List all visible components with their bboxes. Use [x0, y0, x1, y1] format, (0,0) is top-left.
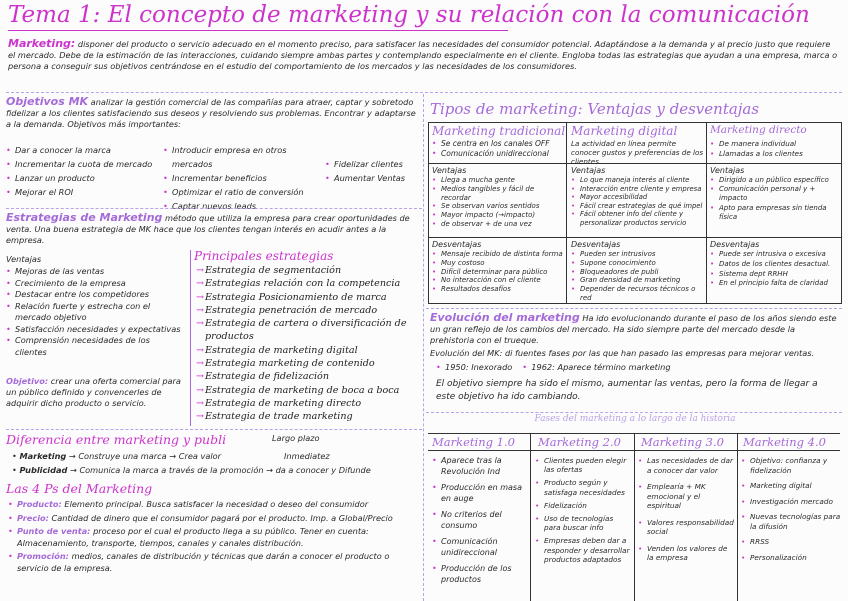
divider — [426, 412, 842, 413]
list-item: • Gran densidad de marketing — [571, 276, 704, 285]
fase-3-heading: Marketing 3.0 — [641, 435, 724, 449]
list-item: • Incrementar la cuota de mercado — [6, 157, 161, 171]
list-item: → Estrategia de marketing digital — [196, 344, 420, 357]
inmediatez: Inmediatez — [284, 451, 330, 461]
diferencia-marketing: • Marketing → Construye una marca → Crea valor — [12, 451, 221, 461]
list-item: • Marketing digital — [741, 481, 841, 491]
list-item: • Datos de los clientes desactual. — [710, 260, 839, 270]
digital-heading: Marketing digital — [571, 124, 678, 138]
list-item: • Depender de recursos técnicos o red — [571, 285, 704, 303]
diferencia-mk-label: Marketing — [19, 451, 67, 461]
fase-2-heading: Marketing 2.0 — [538, 435, 621, 449]
fases-vline — [530, 433, 531, 601]
list-item — [8, 513, 420, 525]
column-divider — [423, 94, 424, 601]
fases-vline — [737, 433, 738, 601]
list-item: • Mejorar el ROI — [6, 185, 161, 199]
list-item: • De manera individual — [710, 139, 839, 149]
directo-desventajas-heading: Desventajas — [710, 240, 760, 249]
list-item: • 1950: Inexorado — [436, 362, 512, 373]
tipos-heading: Tipos de marketing: Ventajas y desventajas — [430, 100, 760, 118]
estrategias-label: Estrategias de Marketing — [6, 211, 163, 224]
list-item: • Mensaje recibido de distinta forma — [432, 250, 564, 259]
list-item: • Optimizar el ratio de conversión — [163, 185, 323, 199]
evolucion-line2: Evolución del MK: di fuentes fases por las que han pasado las empresas para mejorar ventas. — [430, 348, 815, 358]
fase-3-list — [638, 456, 735, 563]
cuatro-p-list — [8, 499, 420, 574]
list-item: • Emplearía + MK emocional y el espiritual — [638, 482, 735, 511]
directo-ventajas-heading: Ventajas — [710, 166, 745, 175]
objetivos-label: Objetivos MK — [6, 95, 89, 108]
list-item: • En el principio falta de claridad — [710, 279, 839, 289]
list-item: → Estrategia de marketing directo — [196, 397, 420, 410]
fase-1-heading: Marketing 1.0 — [432, 435, 515, 449]
list-item: • Sistema dept RRHH — [710, 270, 839, 280]
diferencia-pub-value: da a conocer y Difunde — [275, 465, 371, 475]
list-item: • Difícil determinar para público — [432, 268, 564, 277]
list-item: • Producción en masa en auge — [432, 483, 528, 504]
largo-plazo: Largo plazo — [272, 433, 320, 443]
list-item: • 1962: Aparece término marketing — [522, 362, 670, 373]
directo-ventajas — [710, 176, 839, 222]
list-item: • Comunicación personal y + impacto — [710, 185, 839, 203]
digital-desc: La actividad en línea permite conocer gustos y preferencias de los clientes — [571, 139, 704, 166]
list-item: • Dirigido a un público específico — [710, 176, 839, 185]
cuatro-p-heading: Las 4 Ps del Marketing — [6, 481, 153, 496]
list-item: • Dar a conocer la marca — [6, 143, 161, 157]
fase-4-heading: Marketing 4.0 — [743, 435, 826, 449]
list-item: • Empresas deben dar a responder y desarrollar productos adaptados — [535, 536, 632, 564]
list-item: • Comunicación unidireccional — [432, 149, 564, 159]
evolucion-text: Ha ido evolucionando durante el paso de los años siendo este un gran reflejo de los cambios del mercado. Ha sido siempre parte del mercado desde la prehistoria con el trueque. — [430, 313, 837, 345]
marketing-label: Marketing: — [8, 37, 76, 50]
list-item: → Estrategia de fidelización — [196, 370, 420, 383]
diferencia-mk-text: Construye una marca — [78, 451, 167, 461]
divider — [6, 92, 842, 93]
list-item — [8, 526, 420, 549]
fase-1-list — [432, 456, 528, 585]
fases-heading: Fases del marketing a lo largo de la historia — [534, 414, 736, 424]
fase-4-list — [741, 456, 841, 562]
divider — [6, 208, 422, 209]
list-item: • Muy costoso — [432, 259, 564, 268]
list-item: • Comunicación unidireccional — [432, 537, 528, 558]
p-key: Promoción: — [17, 551, 69, 561]
list-item: • Llamadas a los clientes — [710, 149, 839, 159]
tradicional-desventajas — [432, 250, 564, 294]
list-item: → Estrategia penetración de mercado — [196, 304, 420, 317]
list-item: • Comprensión necesidades de los clientes — [6, 335, 182, 358]
list-item: • Fácil obtener info del cliente y personalizar productos servicio — [571, 210, 704, 227]
table-vline — [566, 122, 567, 303]
principales-heading: Principales estrategias — [194, 249, 334, 263]
list-item: • Resultados desafíos — [432, 285, 564, 294]
list-item: • Investigación mercado — [741, 497, 841, 507]
digital-desventajas-heading: Desventajas — [571, 240, 621, 249]
p-value: Cantidad de dinero que el consumidor pagará por el producto. Imp. a Global/Precio — [51, 512, 393, 523]
diferencia-pub-text: Comunica la marca a través de la promoción — [79, 465, 264, 475]
list-item: • Clientes pueden elegir las ofertas — [535, 456, 632, 474]
list-item: • Apto para empresas sin tienda física — [710, 204, 839, 222]
p-key: Precio: — [17, 512, 49, 523]
list-item: • Se centra en los canales OFF — [432, 139, 564, 149]
digital-ventajas-heading: Ventajas — [571, 166, 606, 175]
list-item: • Fácil crear estrategias de qué impel — [571, 202, 704, 211]
tradicional-ventajas-heading: Ventajas — [432, 166, 467, 175]
list-item — [8, 551, 420, 574]
p-value: medios, canales de distribución y técnicas que darán a conocer el producto o servicio de la empresa. — [17, 551, 390, 573]
list-item: • Las necesidades de dar a conocer dar valor — [638, 456, 735, 475]
estrategias-ventajas — [6, 266, 182, 358]
list-item: • Valores responsabilidad social — [638, 518, 735, 537]
diferencia-pub-label: Publicidad — [19, 465, 68, 475]
divider — [6, 429, 422, 430]
list-item: • Fidelizar clientes — [325, 157, 420, 171]
objetivos-col-1 — [6, 143, 161, 199]
list-item — [8, 499, 420, 511]
p-value: proceso por el cual el producto llega a su público. Tener en cuenta: Almacenamiento, transporte, tiempos, canales y canales distribución. — [17, 526, 369, 548]
objetivos-col-2 — [163, 143, 323, 213]
title-underline — [8, 30, 508, 31]
objetivo-label: Objetivo: — [6, 376, 49, 386]
list-item: • Destacar entre los competidores — [6, 289, 182, 301]
list-item: • de observar + de una vez — [432, 220, 564, 229]
list-item: • Se observan varios sentidos — [432, 202, 564, 211]
list-item: • No interacción con el cliente — [432, 276, 564, 285]
list-item: • No criterios del consumo — [432, 510, 528, 531]
list-item: • Lanzar un producto — [6, 171, 161, 185]
list-item: • Producto según y satisfaga necesidades — [535, 478, 632, 496]
list-item: • Supone conocimiento — [571, 259, 704, 268]
estrategias-objetivo — [6, 376, 182, 409]
page-title: Tema 1: El concepto de marketing y su relación con la comunicación — [8, 2, 810, 28]
estrategias-section — [6, 212, 420, 246]
list-item: • Mayor impacto (→impacto) — [432, 211, 564, 220]
list-item: • Personalización — [741, 553, 841, 563]
evolucion-section — [430, 312, 840, 346]
list-item: • Aumentar Ventas — [325, 171, 420, 185]
list-item: • Llega a mucha gente — [432, 176, 564, 185]
tradicional-heading: Marketing tradicional — [432, 124, 566, 138]
estrategias-text: método que utiliza la empresa para crear oportunidades de venta. Una buena estrategia de MK hace que los clientes tengan interés en acudir antes a la empresa. — [6, 213, 410, 245]
evolucion-hist — [436, 362, 836, 373]
list-item: → Estrategia Posicionamiento de marca — [196, 291, 420, 304]
list-item: → Estrategia de trade marketing — [196, 410, 420, 423]
ventajas-heading: Ventajas — [6, 254, 42, 264]
list-item: → Estrategia marketing de contenido — [196, 357, 420, 370]
list-item: • Venden los valores de la empresa — [638, 544, 735, 563]
tradicional-desventajas-heading: Desventajas — [432, 240, 482, 249]
list-item: • Producción de los productos — [432, 564, 528, 585]
list-item: • Pueden ser intrusivos — [571, 250, 704, 259]
objetivos-text: analizar la gestión comercial de las compañías para atraer, captar y sobretodo fidelizar a los clientes satisfaciendo sus deseos y resolviendo sus problemas. Encontrar y adaptarse a la demanda. Objetivos más importantes: — [6, 97, 416, 129]
diferencia-heading: Diferencia entre marketing y publi — [6, 432, 227, 447]
evolucion-label: Evolución del marketing — [430, 311, 580, 324]
list-item: • Mejoras de las ventas — [6, 266, 182, 278]
digital-desventajas — [571, 250, 704, 303]
list-item: • Relación fuerte y estrecha con el mercado objetivo — [6, 301, 182, 324]
list-item: • Satisfacción necesidades y expectativas — [6, 324, 182, 336]
principales-list — [196, 264, 420, 424]
marketing-definition — [8, 38, 840, 72]
list-item: • Medios tangibles y fácil de recordar — [432, 185, 564, 203]
table-vline — [706, 122, 707, 303]
list-item: → Estrategia de marketing de boca a boca — [196, 384, 420, 397]
list-item: • Fidelización — [535, 501, 632, 510]
list-item: • Introducir empresa en otros mercados — [163, 143, 323, 171]
diferencia-mk-value: Crea valor — [178, 451, 221, 461]
list-item: • Lo que maneja interés al cliente — [571, 176, 704, 185]
list-item: • Bloqueadores de publi — [571, 268, 704, 277]
directo-heading: Marketing directo — [710, 124, 807, 136]
list-item: • Aparece tras la Revolución Ind — [432, 456, 528, 477]
p-value: Elemento principal. Busca satisfacer la necesidad o deseo del consumidor — [64, 499, 369, 509]
list-item: → Estrategias relación con la competencia — [196, 277, 420, 290]
list-item: → Estrategia de segmentación — [196, 264, 420, 277]
list-item: • Objetivo: confianza y fidelización — [741, 456, 841, 475]
tradicional-ventajas — [432, 176, 564, 229]
list-item: • Captar nuevos leads — [163, 199, 323, 213]
list-item: • Crecimiento de la empresa — [6, 278, 182, 290]
list-item: • Uso de tecnologías para buscar info — [535, 514, 632, 532]
diferencia-publicidad: • Publicidad → Comunica la marca a través de la promoción → da a conocer y Difunde — [12, 465, 371, 475]
digital-ventajas — [571, 176, 704, 228]
directo-desventajas — [710, 250, 839, 289]
list-item: → Estrategia de cartera o diversificación de productos — [196, 317, 420, 344]
directo-desc — [710, 139, 839, 158]
list-item: • Nuevas tecnologías para la difusión — [741, 512, 841, 531]
fases-vline — [634, 433, 635, 601]
objetivo-text: crear una oferta comercial para un público definido y convencerles de adquirir dicho producto o servicio. — [6, 376, 181, 408]
objetivos-col-3 — [325, 157, 420, 185]
tradicional-desc — [432, 139, 564, 158]
list-item: • Mayor accesibilidad — [571, 193, 704, 202]
evolucion-objetivo: El objetivo siempre ha sido el mismo, aumentar las ventas, pero la forma de llegar a este objetivo ha ido cambiando. — [436, 379, 818, 402]
p-key: Punto de venta: — [17, 526, 91, 536]
list-item: • Interacción entre cliente y empresa — [571, 185, 704, 194]
divider — [426, 308, 842, 309]
list-item: • RRSS — [741, 537, 841, 547]
p-key: Producto: — [17, 499, 62, 509]
fase-2-list — [535, 456, 632, 564]
marketing-definition-text: disponer del producto o servicio adecuado en el momento preciso, para satisfacer las necesidades del consumidor potencial. Adaptándose a la demanda y al precio justo que requiere el mercado. Debe de la estimación de las interacciones, cuidando siempre ambas partes y contemplando especialmente en el cliente. Engloba todas las estrategias que ayudan a una empresa, marca o persona a conseguir sus objetivos centrándose en el estudio del comportamiento de los mercados y las necesidades de los consumidores. — [8, 39, 838, 71]
list-item: • Puede ser intrusiva o excesiva — [710, 250, 839, 260]
objetivos-section — [6, 96, 420, 130]
table-hline — [428, 237, 841, 238]
list-item: • Incrementar beneficios — [163, 171, 323, 185]
